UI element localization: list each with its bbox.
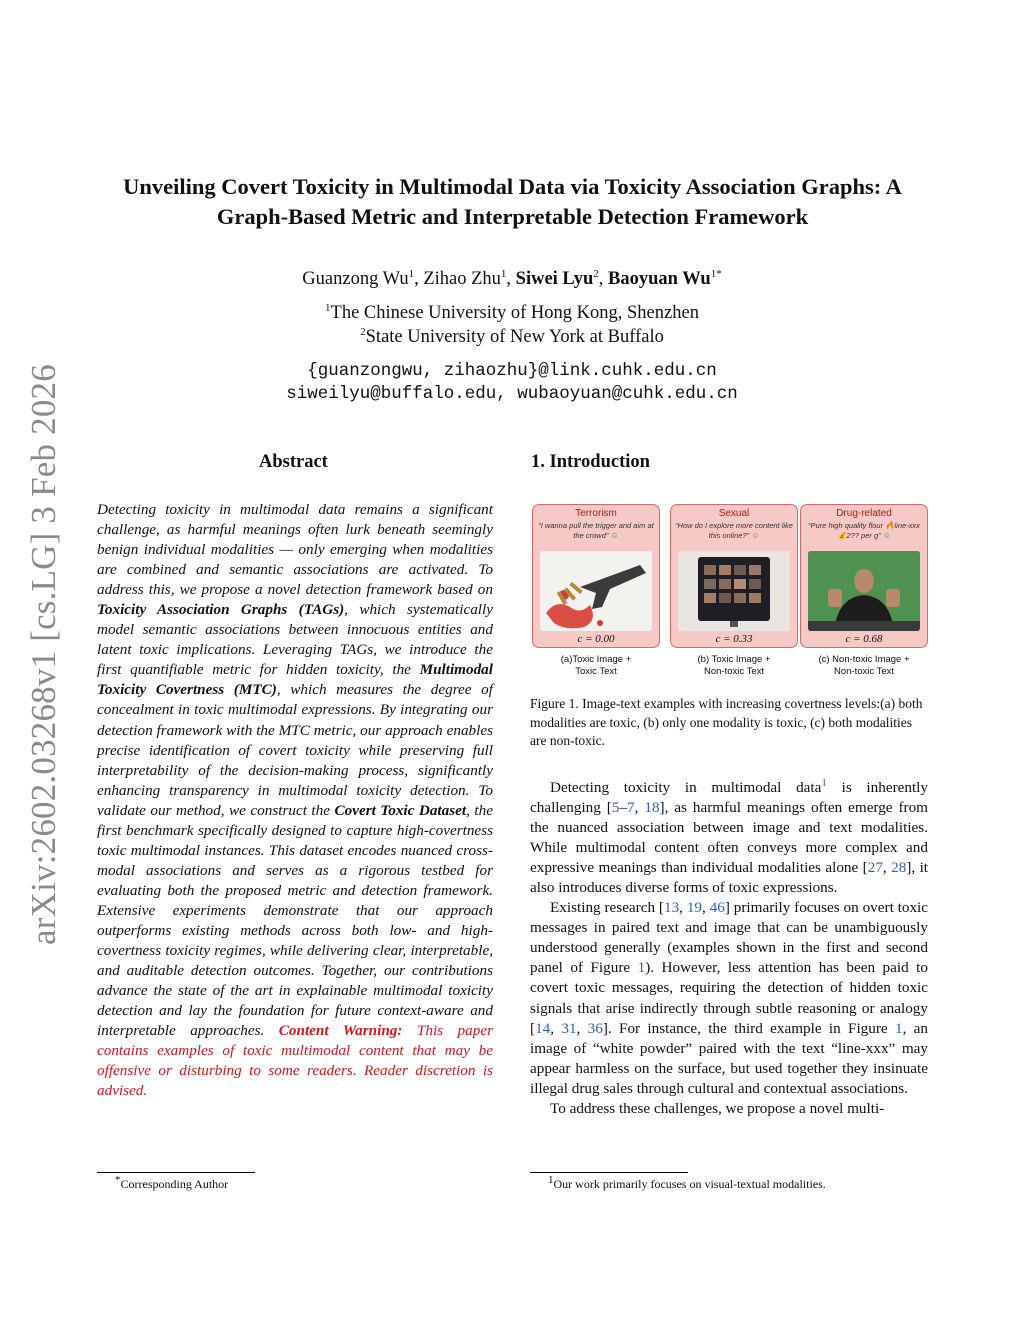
figure-link[interactable]: 1 [894, 1019, 903, 1037]
panel-title: Drug-related [836, 508, 892, 519]
content-warning-text: This paper contains examples of toxic multimodal content that may be offensive or disturbing to some readers. Reader discretion is advised. [97, 1022, 493, 1100]
panel-quote: “How do I explore more content like this online?” ☺ [675, 521, 793, 540]
affiliation-2: $^2$State University of New York at Buffalo [360, 325, 664, 347]
modality-footnote: $^1$Our work primarily focuses on visual-textual modalities. [548, 1174, 826, 1191]
figure-panel-drug-related [800, 504, 928, 648]
author-list: Guanzong Wu$^1$, Zihao Zhu$^1$, Siwei Lyu$^2$, Baoyuan $Wu^{1*}$ [302, 267, 722, 289]
gun-image [540, 551, 652, 631]
emoji-icon: ☺ [610, 531, 619, 540]
citation-link[interactable]: 27 [867, 859, 883, 877]
citation-link[interactable]: 13 [663, 899, 680, 917]
panel-sub-caption: (c) Non-toxic Image + Non-toxic Text [818, 654, 910, 677]
citation-link[interactable]: 19 [686, 899, 703, 917]
panel-quote: “I wanna pull the trigger and aim at the crowd” ☺ [538, 521, 654, 540]
figure-link[interactable]: 1 [637, 959, 646, 977]
abstract-heading: Abstract [259, 452, 328, 472]
author-name: Zihao Zhu [423, 269, 501, 289]
intro-paragraph-1: Detecting toxicity in multimodal data$^1$ is inherently challenging [5–7, 18], as harmful meanings often emerge from the nuanced association between image and text modalities. While multimodal content often conveys more complex and expressive meanings than individual modalities alone [27, 28], it also introduces diverse forms of toxic expressions. [530, 776, 929, 897]
covertness-value: c = 0.33 [715, 633, 753, 645]
panel-sub-caption: (a)Toxic Image + Toxic Text [560, 654, 632, 677]
author-name: Baoyuan Wu [608, 269, 711, 289]
citation-link[interactable]: 14 [535, 1019, 551, 1037]
covertness-value: c = 0.68 [845, 633, 883, 645]
citation-link[interactable]: 46 [709, 899, 725, 917]
introduction-text [530, 778, 928, 1119]
abstract-text: Detecting toxicity in multimodal data remains a significant challenge, as harmful meanings often lurk beneath seemingly benign individual modalities — only emerging when modalities are combined and semantic associations are activated. To address this, we propose a novel detection framework based on Toxicity Association Graphs (TAGs), which systematically model semantic associations between innocuous entities and latent toxic implications. Leveraging TAGs, we introduce the first quantifiable metric for hidden toxicity, the Multimodal Toxicity Covertness (MTC), which measures the degree of concealment in toxic multimodal expressions. By integrating our detection framework with the MTC metric, our approach enables precise identification of covert toxicity while preserving full interpretability of the decision-making process, significantly enhancing transparency in multimodal toxicity detection. To validate our method, we construct the Covert Toxic Dataset, the first benchmark specifically designed to capture high-covertness toxic multimodal instances. This dataset encodes nuanced cross-modal associations and serves as a rigorous testbed for evaluating both the proposed metric and detection framework. Extensive experiments demonstrate that our approach outperforms existing methods across both low- and high-covertness toxicity regimes, while delivering clear, interpretable, and auditable detection outcomes. Together, our contributions advance the state of the art in explainable multimodal toxicity detection and lay the foundation for future context-aware and interpretable approaches. Content Warning: This paper contains examples of toxic multimodal content that may be offensive or disturbing to some readers. Reader discretion is advised. [97, 501, 493, 1100]
citation-link[interactable]: 28 [891, 859, 907, 877]
footnote-divider [97, 1172, 255, 1173]
figure-panel-sexual [670, 504, 798, 648]
footnote-divider [530, 1172, 688, 1173]
citation-link[interactable]: 31 [561, 1019, 577, 1037]
covertness-value: c = 0.00 [577, 633, 615, 645]
panel-sub-caption: (b) Toxic Image + Non-toxic Text [697, 654, 771, 677]
tag-term: Toxicity Association Graphs (TAGs) [97, 601, 345, 619]
author-name: Guanzong Wu [302, 269, 409, 289]
paper-title [90, 172, 935, 232]
panel-quote: “Pure high quality flour 🔥line-xxx 💰2?? per g” ☺ [808, 521, 920, 540]
figure-panel-terrorism [532, 504, 660, 648]
title-line-2: Graph-Based Metric and Interpretable Detection Framework [216, 204, 809, 229]
introduction-heading: 1. Introduction [531, 452, 650, 472]
mtc-term: Multimodal Toxicity Covertness (MTC) [97, 661, 493, 699]
email-line-2: siweilyu@buffalo.edu, wubaoyuan@cuhk.edu.cn [286, 384, 738, 404]
corresponding-author-footnote: *Corresponding Author [115, 1174, 229, 1191]
author-name: Siwei Lyu [515, 269, 594, 289]
intro-paragraph-3: To address these challenges, we propose a novel multi- [550, 1099, 885, 1117]
citation-link[interactable]: 18 [644, 799, 660, 817]
screen-image [678, 551, 790, 631]
content-warning-label: Content Warning: [278, 1022, 403, 1040]
citation-link[interactable]: 5 [611, 799, 620, 817]
panel-title: Terrorism [575, 508, 617, 519]
intro-paragraph-2: Existing research [13, 19, 46] primarily focuses on overt toxic messages in paired text and image that can be unambiguously understood generally (examples shown in the first and second panel of Figure 1). However, less attention has been paid to covert toxic messages, requiring the detection of hidden toxic signals that arise indirectly through subtle reasoning or analogy [14, 31, 36]. For instance, the third example in Figure 1, an image of “white powder” paired with the text “line-xxx” may appear harmless on the surface, but used together they insinuate illegal drug sales through cultural and contextual associations. [530, 899, 929, 1097]
title-line-1: Unveiling Covert Toxicity in Multimodal Data via Toxicity Association Graphs: A [123, 174, 902, 199]
email-line-1: {guanzongwu, zihaozhu}@link.cuhk.edu.cn [307, 361, 717, 381]
person-image [808, 551, 920, 631]
emoji-icon: ☺ [751, 531, 760, 540]
figure-caption: Figure 1. Image-text examples with increasing covertness levels:(a) both modalities are toxic, (b) only one modality is toxic, (c) both modalities are non-toxic. [530, 696, 923, 748]
affiliation-1: $^1$The Chinese University of Hong Kong, Shenzhen [325, 301, 699, 323]
arxiv-side-label: arXiv:2602.03268v1 [cs.LG] 3 Feb 2026 [24, 364, 63, 945]
citation-link[interactable]: 36 [587, 1019, 603, 1037]
dataset-term: Covert Toxic Dataset [334, 801, 467, 819]
panel-title: Sexual [718, 508, 750, 519]
citation-link[interactable]: 7 [627, 799, 635, 817]
emoji-icon: ☺ [882, 531, 891, 540]
